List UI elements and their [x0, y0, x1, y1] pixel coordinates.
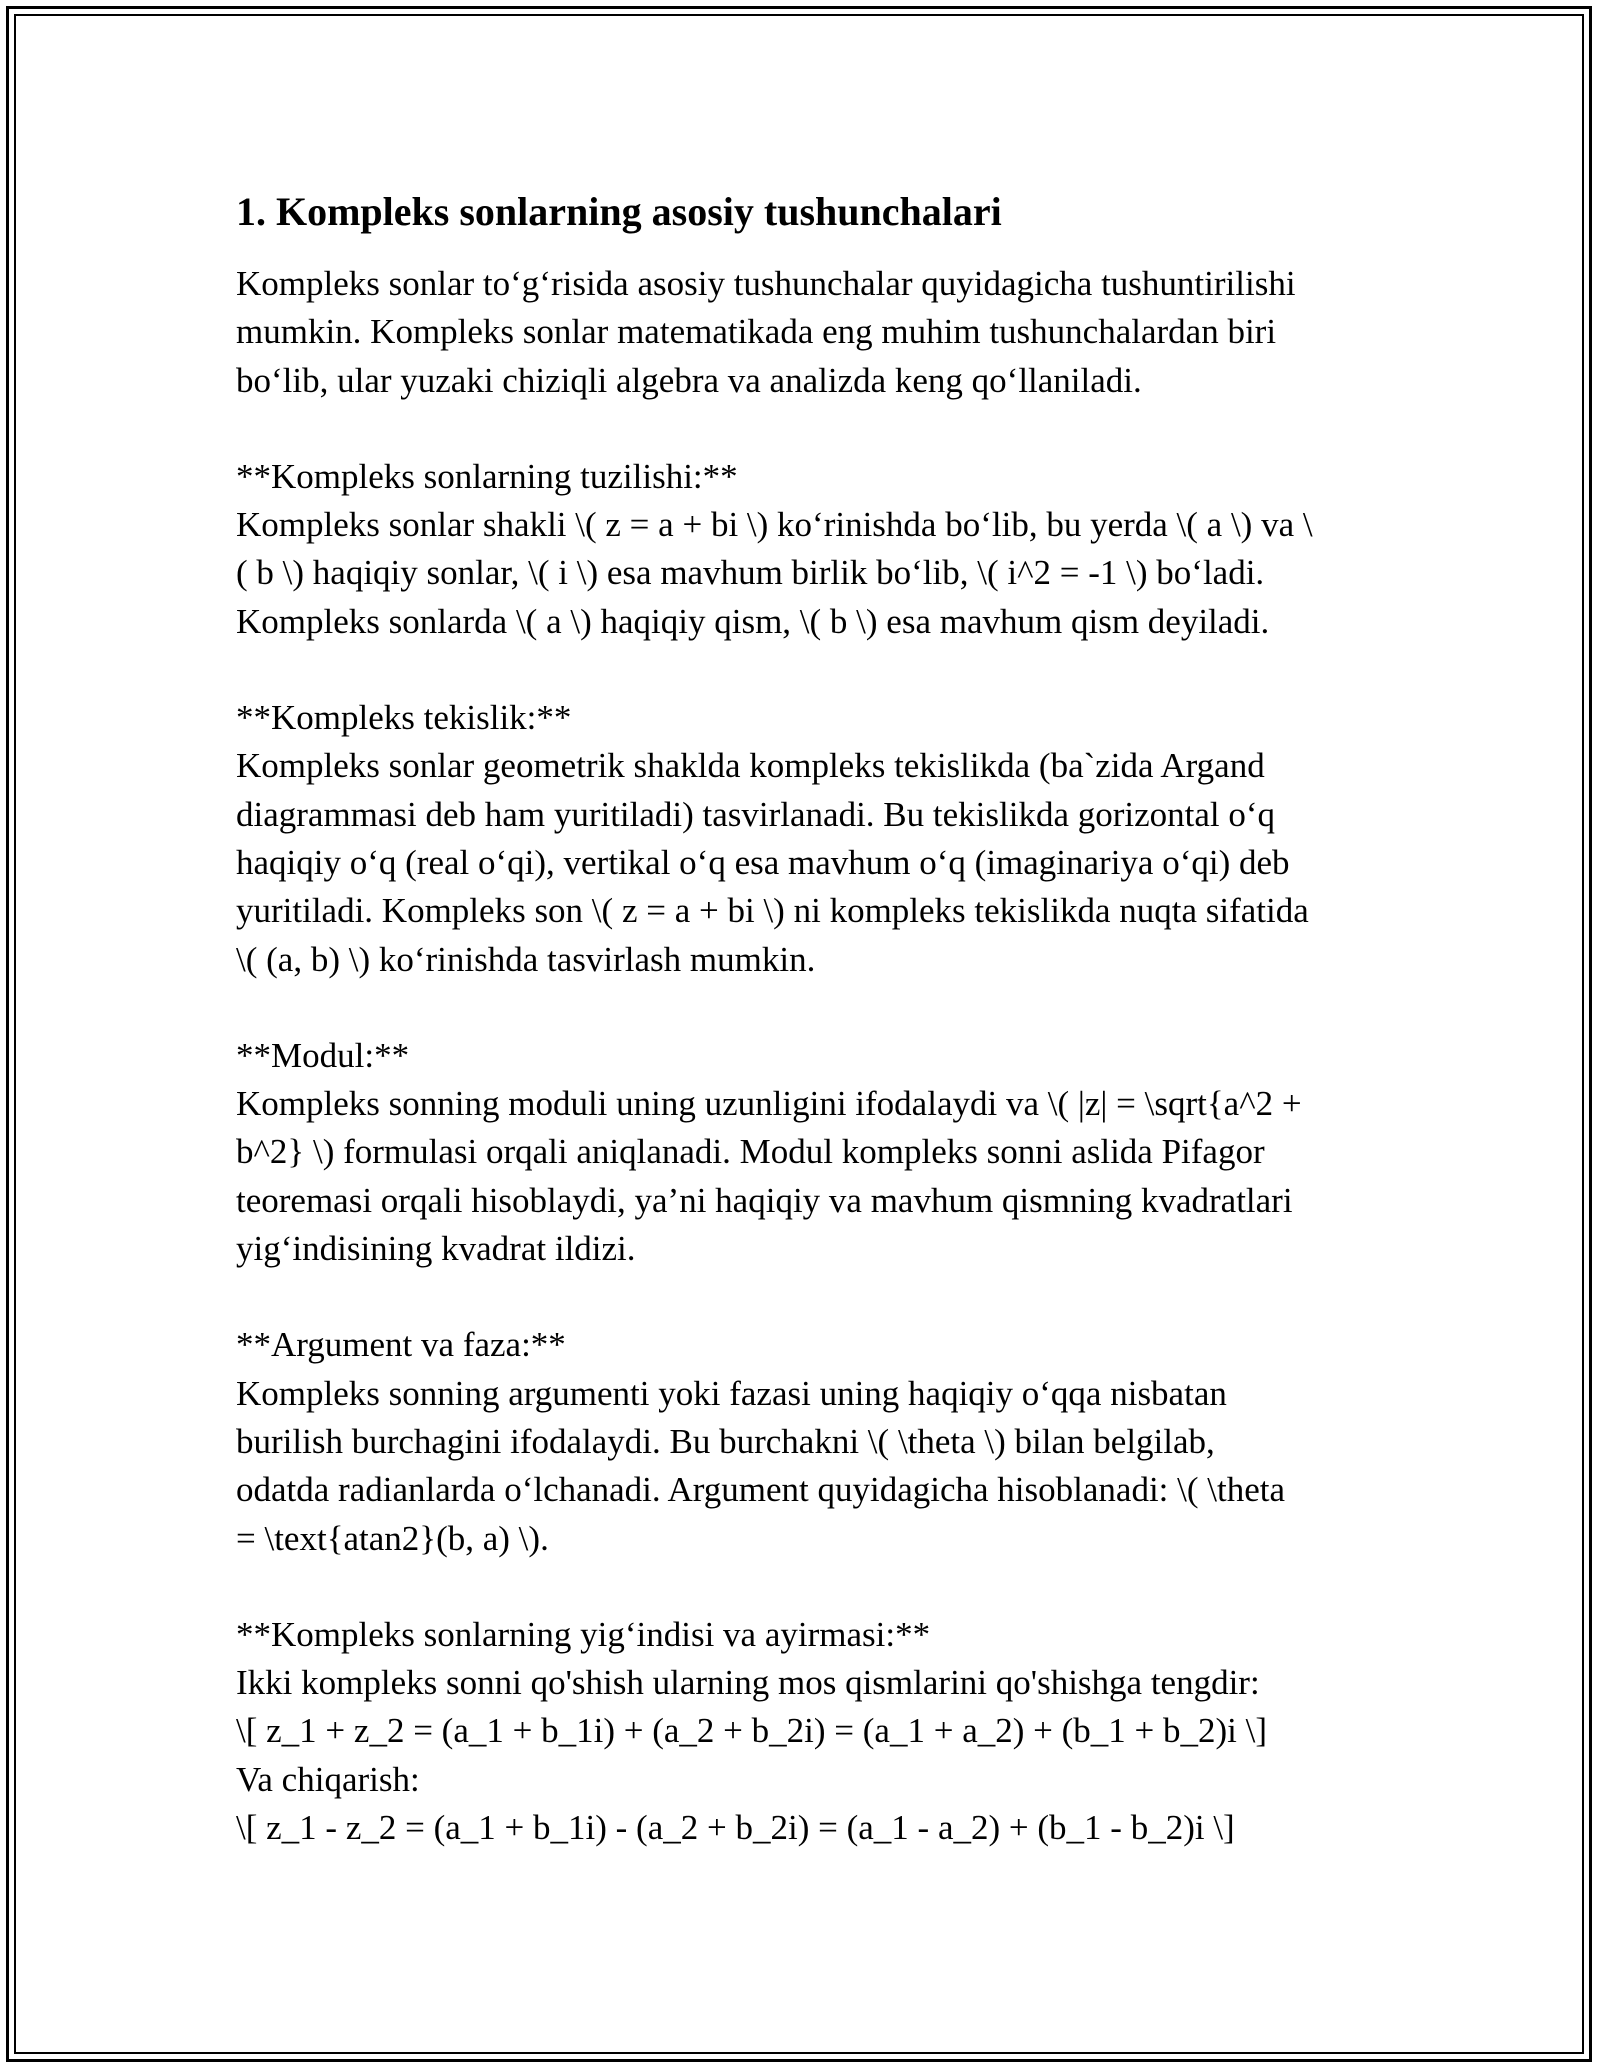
text-line: ( b \) haqiqiy sonlar, \( i \) esa mavhum birlik bo‘lib, \( i^2 = -1 \) bo‘ladi. [236, 553, 1265, 593]
text-line: Kompleks sonlar shakli \( z = a + bi \) ko‘rinishda bo‘lib, bu yerda \( a \) va \ [236, 505, 1313, 545]
text-line: Ikki kompleks sonni qo'shish ularning mos qismlarini qo'shishga tengdir: [236, 1663, 1260, 1703]
text-line: **Argument va faza:** [236, 1325, 566, 1365]
document-section [236, 1611, 1386, 1852]
document-section [236, 260, 1386, 405]
text-line: yuritiladi. Kompleks son \( z = a + bi \) ni kompleks tekislikda nuqta sifatida [236, 891, 1309, 931]
text-line: **Kompleks sonlarning yig‘indisi va ayirmasi:** [236, 1614, 931, 1654]
document-heading: 1. Kompleks sonlarning asosiy tushunchalari [236, 189, 1002, 234]
text-line: odatda radianlarda o‘lchanadi. Argument quyidagicha hisoblanadi: \( \theta [236, 1470, 1286, 1510]
text-line: Kompleks sonlarda \( a \) haqiqiy qism, \( b \) esa mavhum qism deyiladi. [236, 601, 1270, 641]
text-line: Kompleks sonning moduli uning uzunligini ifodalaydi va \( |z| = \sqrt{a^2 + [236, 1084, 1302, 1124]
text-line: b^2} \) formulasi orqali aniqlanadi. Modul kompleks sonni aslida Pifagor [236, 1132, 1265, 1172]
text-line: \( (a, b) \) ko‘rinishda tasvirlash mumkin. [236, 939, 816, 979]
text-line: diagrammasi deb ham yuritiladi) tasvirlanadi. Bu tekislikda gorizontal o‘q [236, 794, 1276, 834]
document-sections [236, 260, 1386, 1852]
document-section [236, 694, 1386, 984]
text-line: Kompleks sonning argumenti yoki fazasi uning haqiqiy o‘qqa nisbatan [236, 1373, 1227, 1413]
text-line: teoremasi orqali hisoblaydi, ya’ni haqiqiy va mavhum qismning kvadratlari [236, 1180, 1293, 1220]
document-body [236, 188, 1386, 1900]
text-line: \[ z_1 + z_2 = (a_1 + b_1i) + (a_2 + b_2i) = (a_1 + a_2) + (b_1 + b_2)i \] [236, 1711, 1268, 1751]
text-line: Kompleks sonlar to‘g‘risida asosiy tushunchalar quyidagicha tushuntirilishi [236, 264, 1296, 303]
document-section [236, 1032, 1386, 1273]
text-line: mumkin. Kompleks sonlar matematikada eng muhim tushunchalardan biri [236, 312, 1277, 352]
document-section [236, 453, 1386, 646]
text-line: Kompleks sonlar geometrik shaklda kompleks tekislikda (ba`zida Argand [236, 746, 1265, 786]
text-line: \[ z_1 - z_2 = (a_1 + b_1i) - (a_2 + b_2i) = (a_1 - a_2) + (b_1 - b_2)i \] [236, 1808, 1235, 1848]
text-line: **Modul:** [236, 1035, 410, 1075]
document-section [236, 1321, 1386, 1562]
text-line: yig‘indisining kvadrat ildizi. [236, 1229, 636, 1269]
text-line: Va chiqarish: [236, 1759, 420, 1799]
text-line: = \text{atan2}(b, a) \). [236, 1518, 549, 1558]
text-line: bo‘lib, ular yuzaki chiziqli algebra va analizda keng qo‘llaniladi. [236, 360, 1142, 400]
text-line: burilish burchagini ifodalaydi. Bu burchakni \( \theta \) bilan belgilab, [236, 1421, 1215, 1461]
text-line: haqiqiy o‘q (real o‘qi), vertikal o‘q esa mavhum o‘q (imaginariya o‘qi) deb [236, 842, 1290, 882]
text-line: **Kompleks tekislik:** [236, 698, 572, 738]
text-line: **Kompleks sonlarning tuzilishi:** [236, 456, 738, 496]
